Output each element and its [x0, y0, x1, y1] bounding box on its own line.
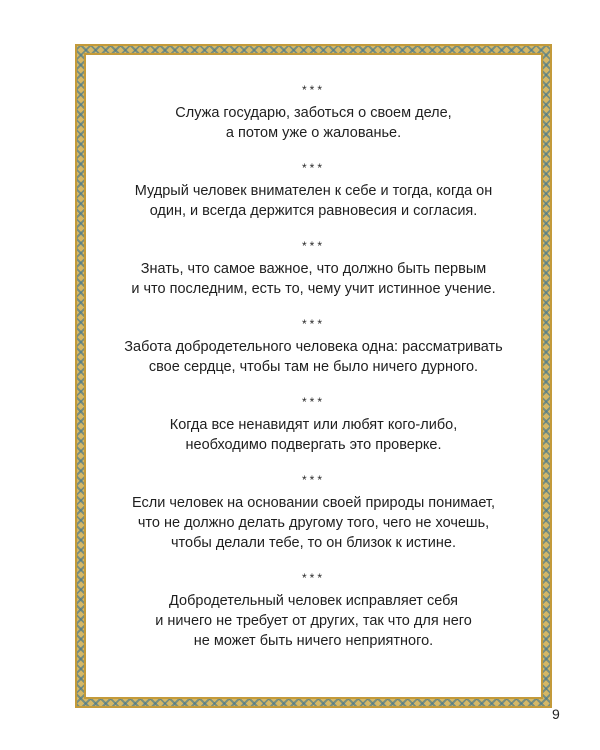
- aphorism-5: [86, 395, 541, 455]
- separator-stars: ***: [301, 239, 325, 253]
- separator-stars: ***: [301, 473, 325, 487]
- aphorism-line: Забота добродетельного человека одна: рассматривать: [124, 339, 503, 355]
- aphorism-line: Мудрый человек внимателен к себе и тогда, когда он: [134, 183, 493, 199]
- aphorism-line: Когда все ненавидят или любят кого-либо,: [169, 417, 458, 433]
- aphorism-line: и ничего не требует от других, так что для него: [155, 613, 472, 629]
- aphorism-line: и что последним, есть то, чему учит истинное учение.: [131, 281, 496, 297]
- aphorism-6: [86, 473, 541, 553]
- aphorism-line: Если человек на основании своей природы понимает,: [132, 495, 495, 511]
- separator-stars: ***: [301, 317, 325, 331]
- separator-stars: ***: [301, 83, 325, 97]
- separator-stars: ***: [301, 395, 325, 409]
- aphorism-line: необходимо подвергать это проверке.: [185, 437, 442, 453]
- aphorism-line: Служа государю, заботься о своем деле,: [175, 105, 452, 121]
- page-number: 9: [552, 706, 560, 722]
- aphorism-list: [86, 83, 541, 669]
- aphorism-3: [86, 239, 541, 299]
- aphorism-line: а потом уже о жалованье.: [225, 125, 402, 141]
- aphorism-line: что не должно делать другому того, чего не хочешь,: [137, 515, 490, 531]
- aphorism-2: [86, 161, 541, 221]
- aphorism-line: чтобы делали тебе, то он близок к истине.: [170, 535, 457, 551]
- aphorism-line: один, и всегда держится равновесия и согласия.: [149, 203, 478, 219]
- aphorism-1: [86, 83, 541, 143]
- text-panel: [84, 53, 543, 699]
- aphorism-4: [86, 317, 541, 377]
- aphorism-line: не может быть ничего неприятного.: [193, 633, 434, 649]
- aphorism-line: Знать, что самое важное, что должно быть первым: [140, 261, 487, 277]
- separator-stars: ***: [301, 571, 325, 585]
- aphorism-line: свое сердце, чтобы там не было ничего дурного.: [148, 359, 479, 375]
- ornamental-border: [75, 44, 552, 708]
- aphorism-7: [86, 571, 541, 651]
- separator-stars: ***: [301, 161, 325, 175]
- aphorism-line: Добродетельный человек исправляет себя: [169, 593, 458, 609]
